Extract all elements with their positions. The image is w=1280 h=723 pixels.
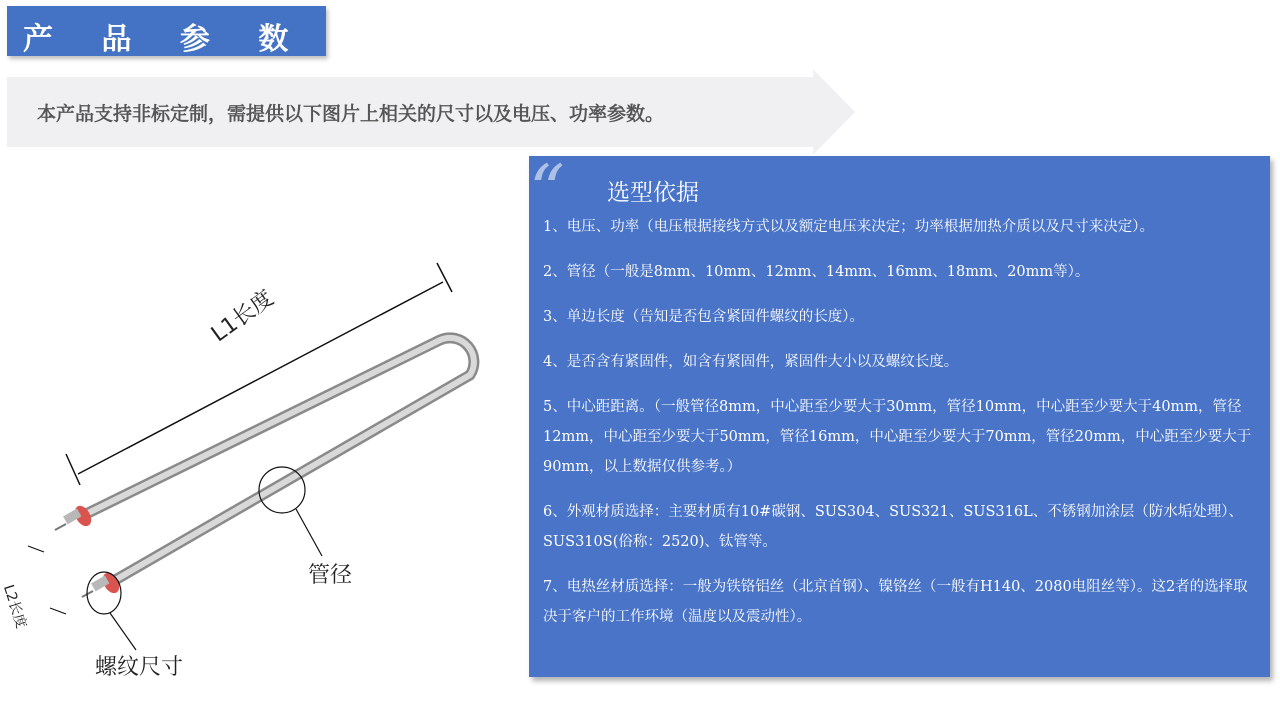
pipe-diameter-label: 管径 bbox=[308, 563, 353, 588]
intro-banner-text: 本产品支持非标定制，需提供以下图片上相关的尺寸以及电压、功率参数。 bbox=[37, 103, 665, 125]
l1-length-label: L1长度 bbox=[206, 285, 279, 348]
section-title: 产 品 参 数 bbox=[23, 22, 308, 57]
selection-item-3: 3、单边长度（告知是否包含紧固件螺纹的长度）。 bbox=[543, 309, 864, 325]
selection-panel bbox=[529, 150, 1270, 677]
selection-list bbox=[543, 212, 1257, 647]
selection-item-7: 7、电热丝材质选择：一般为铁铬铝丝（北京首钢）、镍铬丝（一般有H140、2080电阻丝等）。这2者的选择取决于客户的工作环境（温度以及震动性）。 bbox=[543, 579, 1248, 625]
selection-item-6: 6、外观材质选择：主要材质有10#碳钢、SUS304、SUS321、SUS316L、不锈钢加涂层（防水垢处理）、SUS310S(俗称：2520)、钛管等。 bbox=[543, 504, 1243, 550]
intro-banner bbox=[7, 69, 857, 155]
l2-length-label: L2长度 bbox=[0, 582, 29, 631]
quote-icon: “ bbox=[529, 150, 565, 232]
thread-size-label: 螺纹尺寸 bbox=[95, 655, 184, 680]
selection-item-5: 5、中心距距离。（一般管径8mm，中心距至少要大于30mm，管径10mm，中心距至少要大于40mm，管径12mm，中心距至少要大于50mm，管径16mm，中心距至少要大于70mm，管径20mm，中心距至少要大于90mm，以上数据仅供参考。） bbox=[543, 399, 1252, 475]
selection-title: 选型依据 bbox=[607, 180, 699, 206]
u-heater-drawing bbox=[0, 160, 525, 720]
selection-item-1: 1、电压、功率（电压根据接线方式以及额定电压来决定；功率根据加热介质以及尺寸来决定）。 bbox=[543, 219, 1154, 235]
section-title-bar bbox=[7, 6, 326, 56]
selection-item-4: 4、是否含有紧固件，如含有紧固件，紧固件大小以及螺纹长度。 bbox=[543, 354, 959, 370]
heater-illustration bbox=[0, 160, 525, 720]
selection-item-2: 2、管径（一般是8mm、10mm、12mm、14mm、16mm、18mm、20mm等）。 bbox=[543, 264, 1090, 280]
